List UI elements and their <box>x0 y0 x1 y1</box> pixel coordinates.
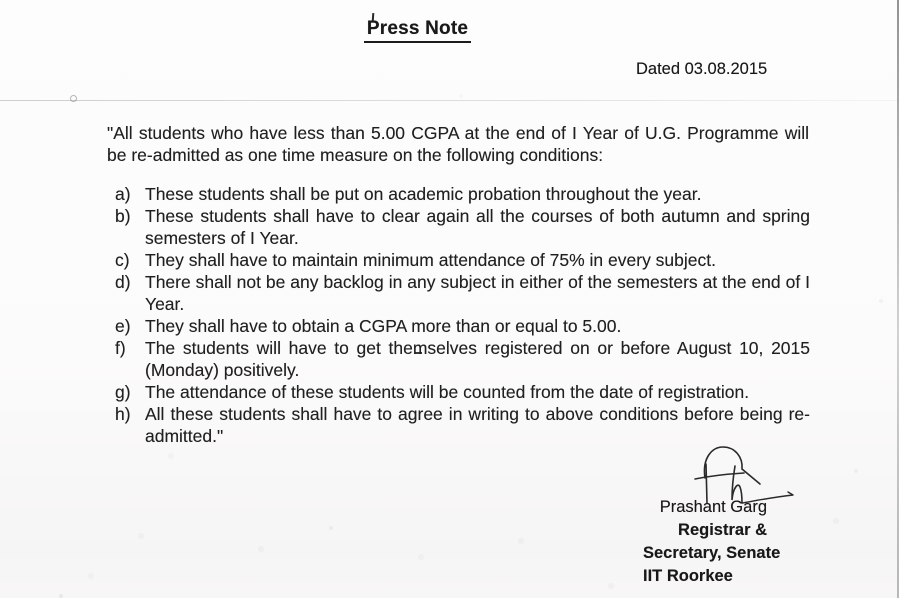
condition-label: g) <box>115 382 131 402</box>
condition-item-c <box>115 249 815 271</box>
signatory-institute: IIT Roorkee <box>643 567 733 585</box>
condition-item-f <box>115 337 815 381</box>
condition-item-g <box>115 381 815 403</box>
condition-label: c) <box>115 250 130 270</box>
condition-text: The attendance of these students will be counted from the date of registration. <box>145 382 750 402</box>
condition-item-h <box>115 403 815 447</box>
condition-label: b) <box>115 206 131 226</box>
condition-text: All these students shall have to agree in writing to above conditions before being re-admitted." <box>145 404 810 446</box>
condition-item-d <box>115 271 815 315</box>
condition-text: They shall have to obtain a CGPA more than or equal to 5.00. <box>145 316 622 336</box>
signatory-name: Prashant Garg <box>659 498 767 516</box>
title-row <box>0 18 899 43</box>
conditions-list <box>115 183 815 447</box>
signatory-role-secretary: Secretary, Senate <box>643 544 781 562</box>
scan-artifact-horizontal-line <box>0 100 899 101</box>
condition-item-e <box>115 315 815 337</box>
signature-text-lines <box>643 496 781 588</box>
signatory-role-registrar: Registrar & <box>678 521 767 539</box>
condition-text: These students shall be put on academic probation throughout the year. <box>145 184 702 204</box>
condition-item-b <box>115 205 815 249</box>
condition-label: h) <box>115 404 131 424</box>
document-title: Press Note <box>364 18 471 43</box>
condition-text: These students shall have to clear again all the courses of both autumn and spring semesters of I Year. <box>145 206 810 248</box>
scan-noise-speckle <box>0 0 2 2</box>
date-line: Dated 03.08.2015 <box>636 60 768 78</box>
condition-label: f) <box>115 338 126 358</box>
condition-text: They shall have to maintain minimum attendance of 75% in every subject. <box>145 250 716 270</box>
condition-item-a <box>115 183 815 205</box>
condition-text: There shall not be any backlog in any subject in either of the semesters at the end of I Year. <box>145 272 810 314</box>
condition-label: e) <box>115 316 131 336</box>
intro-paragraph: "All students who have less than 5.00 CGPA at the end of I Year of U.G. Programme will be re-admitted as one time measure on the following conditions: <box>107 123 809 165</box>
scan-artifact-speck <box>70 95 77 102</box>
condition-label: a) <box>115 184 131 204</box>
condition-label: d) <box>115 272 131 292</box>
condition-text: The students will have to get themselves registered on or before August 10, 2015 (Monday) positively. <box>145 338 810 380</box>
